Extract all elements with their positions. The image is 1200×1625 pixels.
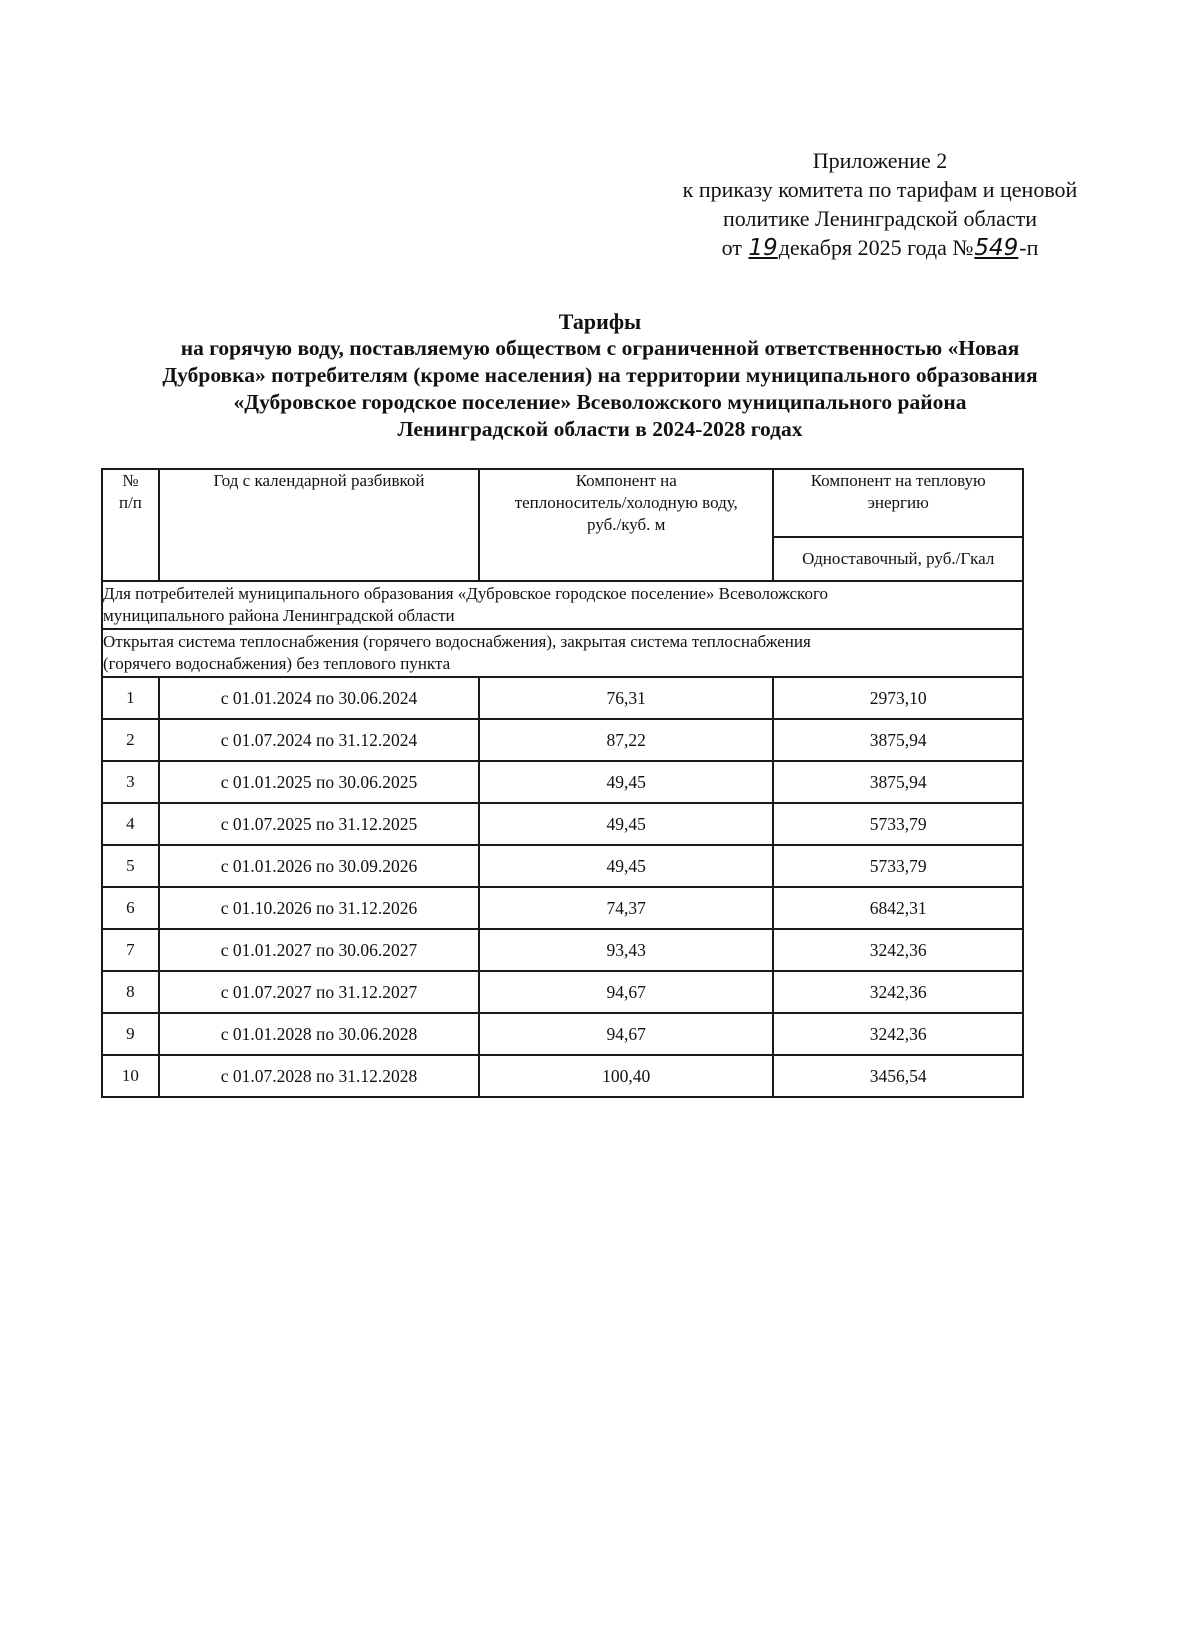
row-number: 5: [102, 845, 159, 887]
title-line-1: на горячую воду, поставляемую обществом с ограниченной ответственностью «Новая: [180, 336, 1020, 360]
row-period: с 01.07.2025 по 31.12.2025: [159, 803, 479, 845]
header-number-sign: №: [122, 471, 139, 490]
tariff-table: [101, 468, 1024, 1098]
header-number-abbr: п/п: [118, 493, 142, 512]
row-water-tariff: 93,43: [479, 929, 773, 971]
table-row: [102, 1055, 1023, 1097]
row-heat-tariff: 3875,94: [773, 719, 1023, 761]
row-heat-tariff: 3456,54: [773, 1055, 1023, 1097]
title-heading: Тарифы: [558, 309, 642, 334]
row-heat-tariff: 5733,79: [773, 803, 1023, 845]
order-suffix: -п: [1019, 235, 1039, 260]
section-row-system: [102, 629, 1023, 677]
row-number: 7: [102, 929, 159, 971]
row-heat-tariff: 3242,36: [773, 1013, 1023, 1055]
appendix-header: [640, 146, 1120, 263]
table-row: [102, 761, 1023, 803]
row-period: с 01.07.2027 по 31.12.2027: [159, 971, 479, 1013]
table-row: [102, 677, 1023, 719]
row-period: с 01.01.2027 по 30.06.2027: [159, 929, 479, 971]
table-row: [102, 971, 1023, 1013]
appendix-date-line: [640, 233, 1120, 263]
title-line-4: Ленинградской области в 2024-2028 годах: [397, 417, 803, 441]
row-period: с 01.07.2024 по 31.12.2024: [159, 719, 479, 761]
header-water-component: [479, 469, 773, 581]
row-water-tariff: 49,45: [479, 803, 773, 845]
section-consumers: [102, 581, 1023, 629]
section-consumers-line-2: муниципального района Ленинградской области: [103, 606, 455, 625]
row-water-tariff: 49,45: [479, 845, 773, 887]
row-period: с 01.07.2028 по 31.12.2028: [159, 1055, 479, 1097]
row-heat-tariff: 2973,10: [773, 677, 1023, 719]
handwritten-day: 19: [748, 235, 778, 261]
row-number: 10: [102, 1055, 159, 1097]
section-system-line-1: Открытая система теплоснабжения (горячего водоснабжения), закрытая система теплоснабжения: [103, 632, 811, 651]
row-period: с 01.01.2024 по 30.06.2024: [159, 677, 479, 719]
table-row: [102, 929, 1023, 971]
header-heat-single-rate: Одноставочный, руб./Гкал: [773, 537, 1023, 581]
title-line-3: «Дубровское городское поселение» Всеволожского муниципального района: [233, 390, 967, 414]
handwritten-order-number: 549: [974, 235, 1019, 261]
row-period: с 01.01.2028 по 30.06.2028: [159, 1013, 479, 1055]
row-number: 9: [102, 1013, 159, 1055]
table-row: [102, 1013, 1023, 1055]
row-number: 1: [102, 677, 159, 719]
header-heat-component: [773, 469, 1023, 537]
appendix-order-ref: к приказу комитета по тарифам и ценовой: [682, 177, 1078, 202]
row-heat-tariff: 3242,36: [773, 971, 1023, 1013]
table-row: [102, 887, 1023, 929]
appendix-title: Приложение 2: [812, 148, 948, 173]
section-row-consumers: [102, 581, 1023, 629]
header-period: Год с календарной разбивкой: [159, 469, 479, 581]
row-period: с 01.10.2026 по 31.12.2026: [159, 887, 479, 929]
table-row: [102, 845, 1023, 887]
date-prefix: от: [721, 235, 742, 260]
row-number: 4: [102, 803, 159, 845]
row-water-tariff: 74,37: [479, 887, 773, 929]
row-number: 3: [102, 761, 159, 803]
header-heat-line-2: энергию: [867, 493, 929, 512]
table-row: [102, 719, 1023, 761]
table-row: [102, 803, 1023, 845]
row-heat-tariff: 3875,94: [773, 761, 1023, 803]
section-consumers-line-1: Для потребителей муниципального образования «Дубровское городское поселение» Всеволожского: [103, 584, 828, 603]
row-period: с 01.01.2026 по 30.09.2026: [159, 845, 479, 887]
row-heat-tariff: 6842,31: [773, 887, 1023, 929]
row-water-tariff: 49,45: [479, 761, 773, 803]
row-water-tariff: 94,67: [479, 971, 773, 1013]
row-number: 6: [102, 887, 159, 929]
row-heat-tariff: 5733,79: [773, 845, 1023, 887]
section-heating-system: [102, 629, 1023, 677]
row-period: с 01.01.2025 по 30.06.2025: [159, 761, 479, 803]
header-heat-line-1: Компонент на тепловую: [810, 471, 986, 490]
row-heat-tariff: 3242,36: [773, 929, 1023, 971]
row-number: 8: [102, 971, 159, 1013]
document-title: [100, 308, 1100, 443]
row-water-tariff: 100,40: [479, 1055, 773, 1097]
appendix-committee: политике Ленинградской области: [722, 206, 1037, 231]
header-water-line-2: теплоноситель/холодную воду,: [514, 493, 738, 512]
title-line-2: Дубровка» потребителям (кроме населения) на территории муниципального образования: [162, 363, 1038, 387]
section-system-line-2: (горячего водоснабжения) без теплового пункта: [103, 654, 451, 673]
row-water-tariff: 87,22: [479, 719, 773, 761]
row-number: 2: [102, 719, 159, 761]
header-water-line-1: Компонент на: [575, 471, 677, 490]
header-number: [102, 469, 159, 581]
header-water-line-3: руб./куб. м: [587, 515, 666, 534]
row-water-tariff: 94,67: [479, 1013, 773, 1055]
table-header-row: [102, 469, 1023, 537]
date-middle: декабря 2025 года №: [778, 235, 974, 260]
row-water-tariff: 76,31: [479, 677, 773, 719]
